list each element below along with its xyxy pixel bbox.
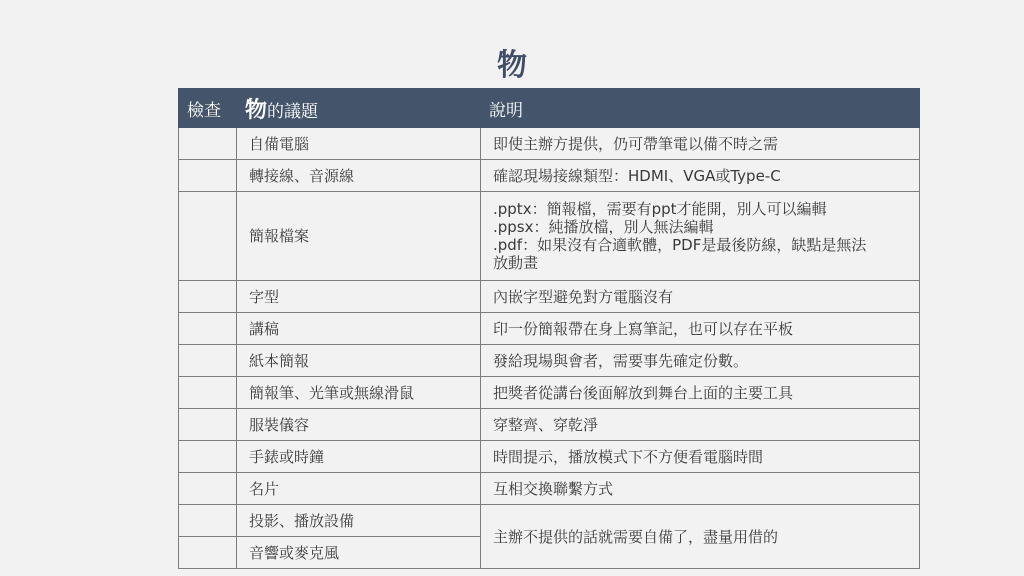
description-cell: 穿整齊、穿乾淨 xyxy=(481,409,920,441)
item-cell: 自備電腦 xyxy=(237,128,481,160)
check-cell[interactable] xyxy=(179,128,237,160)
table-row xyxy=(179,409,920,441)
table-row xyxy=(179,441,920,473)
table-row xyxy=(179,345,920,377)
check-cell[interactable] xyxy=(179,505,237,537)
item-cell: 投影、播放設備 xyxy=(237,505,481,537)
item-cell: 服裝儀容 xyxy=(237,409,481,441)
check-cell[interactable] xyxy=(179,192,237,281)
header-item-rest: 的議題 xyxy=(267,101,319,122)
description-cell: 互相交換聯繫方式 xyxy=(481,473,920,505)
header-item-emphasis: 物 xyxy=(245,97,268,123)
table-header-row xyxy=(179,89,920,128)
description-cell: 時間提示，播放模式下不方便看電腦時間 xyxy=(481,441,920,473)
check-cell[interactable] xyxy=(179,281,237,313)
description-cell: 即使主辦方提供，仍可帶筆電以備不時之需 xyxy=(481,128,920,160)
item-cell: 簡報檔案 xyxy=(237,192,481,281)
table-row xyxy=(179,313,920,345)
item-cell: 名片 xyxy=(237,473,481,505)
description-line: .pptx：簡報檔，需要有ppt才能開，別人可以編輯 xyxy=(493,200,827,218)
description-cell xyxy=(481,192,920,281)
description-cell: 內嵌字型避免對方電腦沒有 xyxy=(481,281,920,313)
table-row xyxy=(179,160,920,192)
description-cell: 把獎者從講台後面解放到舞台上面的主要工具 xyxy=(481,377,920,409)
check-cell[interactable] xyxy=(179,377,237,409)
item-cell: 紙本簡報 xyxy=(237,345,481,377)
check-cell[interactable] xyxy=(179,441,237,473)
item-cell: 字型 xyxy=(237,281,481,313)
description-cell: 印一份簡報帶在身上寫筆記，也可以存在平板 xyxy=(481,313,920,345)
table-row xyxy=(179,505,920,537)
check-cell[interactable] xyxy=(179,160,237,192)
check-cell[interactable] xyxy=(179,313,237,345)
slide-title: 物 xyxy=(497,48,527,83)
description-line: .pdf：如果沒有合適軟體，PDF是最後防線，缺點是無法 xyxy=(493,236,867,254)
description-cell: 確認現場接線類型：HDMI、VGA或Type-C xyxy=(481,160,920,192)
item-cell: 音響或麥克風 xyxy=(237,537,481,569)
table-row xyxy=(179,281,920,313)
table-row xyxy=(179,192,920,281)
description-line: .ppsx：純播放檔，別人無法編輯 xyxy=(493,218,714,236)
check-cell[interactable] xyxy=(179,409,237,441)
item-cell: 簡報筆、光筆或無線滑鼠 xyxy=(237,377,481,409)
header-description: 說明 xyxy=(481,89,920,128)
header-check: 檢查 xyxy=(179,89,237,128)
description-cell: 主辦不提供的話就需要自備了，盡量用借的 xyxy=(481,505,920,569)
table-row xyxy=(179,128,920,160)
header-item xyxy=(237,89,481,128)
table-row xyxy=(179,377,920,409)
item-cell: 手錶或時鐘 xyxy=(237,441,481,473)
item-cell: 轉接線、音源線 xyxy=(237,160,481,192)
item-cell: 講稿 xyxy=(237,313,481,345)
description-cell: 發給現場與會者，需要事先確定份數。 xyxy=(481,345,920,377)
description-line: 放動畫 xyxy=(493,254,539,272)
checklist-table xyxy=(178,88,920,569)
check-cell[interactable] xyxy=(179,537,237,569)
table-row xyxy=(179,473,920,505)
check-cell[interactable] xyxy=(179,473,237,505)
check-cell[interactable] xyxy=(179,345,237,377)
